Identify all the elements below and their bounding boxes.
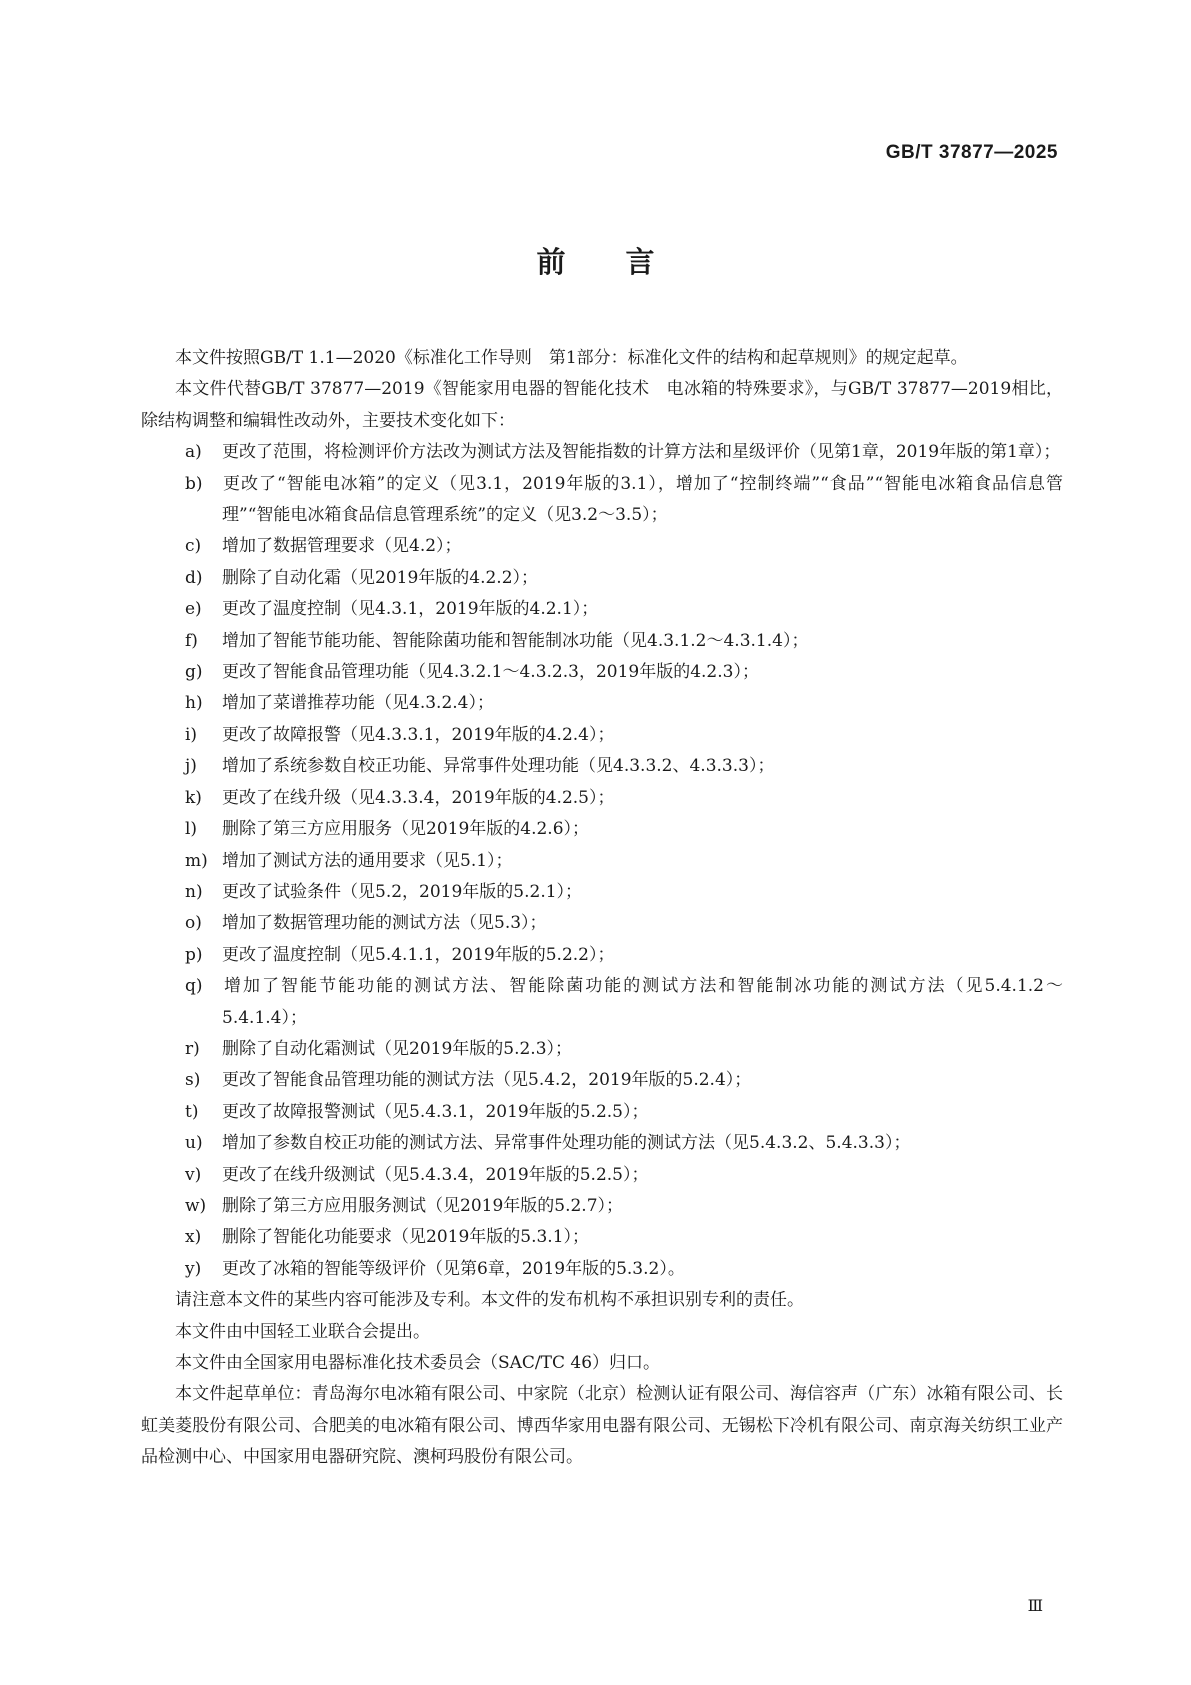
list-item-text: 更改了故障报警（见4.3.3.1，2019年版的4.2.4）；: [222, 724, 615, 745]
list-item: [141, 720, 1063, 751]
list-item-letter: t): [185, 1101, 199, 1122]
list-item: [141, 877, 1063, 908]
list-item-letter: x): [185, 1227, 202, 1248]
list-item: [141, 940, 1063, 971]
list-item: [141, 531, 1063, 562]
list-item: [141, 1128, 1063, 1159]
list-item-text: 增加了智能节能功能、智能除菌功能和智能制冰功能（见4.3.1.2～4.3.1.4）；: [222, 630, 809, 651]
list-item-text: 删除了自动化霜（见2019年版的4.2.2）；: [222, 567, 539, 588]
list-item-text: 增加了测试方法的通用要求（见5.1）；: [222, 850, 513, 871]
changes-list: [141, 437, 1063, 1285]
page-number: Ⅲ: [1027, 1596, 1043, 1615]
list-item-text: 更改了在线升级测试（见5.4.3.4，2019年版的5.2.5）；: [222, 1164, 649, 1185]
list-item-letter: c): [185, 536, 202, 557]
page-title: 前言: [536, 245, 715, 279]
list-item-letter: r): [185, 1038, 200, 1059]
list-item: [141, 783, 1063, 814]
list-item-text: 更改了故障报警测试（见5.4.3.1，2019年版的5.2.5）；: [222, 1101, 649, 1122]
list-item: [141, 688, 1063, 719]
intro-paragraph: 本文件按照GB/T 1.1—2020《标准化工作导则 第1部分：标准化文件的结构和起草规则》的规定起草。: [175, 348, 968, 368]
list-item: [141, 1254, 1063, 1285]
list-item: [141, 971, 1063, 1034]
list-item-letter: h): [185, 693, 203, 714]
standard-code: GB/T 37877—2025: [885, 142, 1058, 163]
list-item-letter: m): [185, 850, 208, 871]
list-item: [141, 594, 1063, 625]
list-item: [141, 814, 1063, 845]
list-item-text: 删除了自动化霜测试（见2019年版的5.2.3）；: [222, 1038, 573, 1059]
list-item-letter: u): [185, 1133, 203, 1154]
list-item: [141, 1160, 1063, 1191]
list-item-letter: l): [185, 819, 198, 840]
list-item-letter: f): [185, 630, 198, 651]
list-item: [141, 1034, 1063, 1065]
list-item: [141, 437, 1063, 468]
list-item: [141, 1222, 1063, 1253]
list-item-letter: e): [185, 599, 202, 620]
list-item-letter: d): [185, 567, 203, 588]
list-item-text: 增加了数据管理功能的测试方法（见5.3）；: [222, 913, 547, 934]
list-item: [141, 1191, 1063, 1222]
list-item-text: 增加了参数自校正功能的测试方法、异常事件处理功能的测试方法（见5.4.3.2、5.4.3.3）；: [222, 1133, 911, 1154]
list-item-letter: a): [185, 442, 202, 463]
list-item: [141, 846, 1063, 877]
closing-paragraph: 请注意本文件的某些内容可能涉及专利。本文件的发布机构不承担识别专利的责任。: [175, 1290, 804, 1311]
list-item-text: 删除了第三方应用服务测试（见2019年版的5.2.7）；: [222, 1195, 624, 1216]
list-item-letter: y): [185, 1258, 202, 1279]
list-item-text: 更改了冰箱的智能等级评价（见第6章，2019年版的5.3.2）。: [222, 1258, 685, 1279]
list-item-text: 更改了温度控制（见5.4.1.1，2019年版的5.2.2）；: [222, 944, 615, 965]
list-item: [141, 1065, 1063, 1096]
list-item-letter: k): [185, 787, 202, 808]
list-item-text: 更改了温度控制（见4.3.1，2019年版的4.2.1）；: [222, 599, 599, 620]
list-item-letter: n): [185, 881, 203, 902]
closing-paragraph: 本文件由中国轻工业联合会提出。: [175, 1321, 430, 1342]
list-item: [141, 751, 1063, 782]
list-item: [141, 469, 1063, 532]
list-item-text: 更改了在线升级（见4.3.3.4，2019年版的4.2.5）；: [222, 787, 615, 808]
list-item: [141, 908, 1063, 939]
intro-paragraph: 本文件代替GB/T 37877—2019《智能家用电器的智能化技术 电冰箱的特殊要求》，与GB/T 37877—2019相比，除结构调整和编辑性改动外，主要技术变化如下：: [141, 379, 1063, 431]
list-item-letter: q): [185, 976, 203, 997]
closing-paragraph: 本文件由全国家用电器标准化技术委员会（SAC/TC 46）归口。: [175, 1353, 661, 1373]
list-item-text: 增加了智能节能功能的测试方法、智能除菌功能的测试方法和智能制冰功能的测试方法（见5.4.1.2～5.4.1.4）；: [222, 976, 1063, 1028]
list-item-letter: j): [185, 756, 197, 777]
list-item-letter: g): [185, 662, 203, 683]
list-item: [141, 1097, 1063, 1128]
closing-paragraph: 本文件起草单位：青岛海尔电冰箱有限公司、中家院（北京）检测认证有限公司、海信容声（广东）冰箱有限公司、长虹美菱股份有限公司、合肥美的电冰箱有限公司、博西华家用电器有限公司、无锡松下冷机有限公司、南京海关纺织工业产品检测中心、中国家用电器研究院、澳柯玛股份有限公司。: [141, 1384, 1063, 1468]
list-item-letter: v): [185, 1164, 202, 1185]
list-item-text: 更改了“智能电冰箱”的定义（见3.1，2019年版的3.1），增加了“控制终端”“食品”“智能电冰箱食品信息管理”“智能电冰箱食品信息管理系统”的定义（见3.2～3.5）；: [222, 473, 1063, 526]
list-item-text: 更改了智能食品管理功能的测试方法（见5.4.2，2019年版的5.2.4）；: [222, 1070, 752, 1091]
list-item-text: 增加了数据管理要求（见4.2）；: [222, 536, 462, 557]
list-item-text: 更改了试验条件（见5.2，2019年版的5.2.1）；: [222, 881, 583, 902]
list-item: [141, 563, 1063, 594]
list-item-letter: p): [185, 944, 203, 965]
list-item-text: 删除了第三方应用服务（见2019年版的4.2.6）；: [222, 819, 590, 840]
list-item: [141, 626, 1063, 657]
list-item-text: 增加了菜谱推荐功能（见4.3.2.4）；: [222, 693, 494, 714]
list-item-letter: o): [185, 913, 202, 934]
list-item: [141, 657, 1063, 688]
list-item-text: 更改了智能食品管理功能（见4.3.2.1～4.3.2.3，2019年版的4.2.3）；: [222, 662, 759, 683]
list-item-text: 更改了范围，将检测评价方法改为测试方法及智能指数的计算方法和星级评价（见第1章，2019年版的第1章）；: [222, 442, 1061, 463]
list-item-letter: i): [185, 724, 198, 745]
document-body: [141, 343, 1063, 1474]
list-item-letter: b): [185, 473, 203, 494]
list-item-text: 删除了智能化功能要求（见2019年版的5.3.1）；: [222, 1227, 590, 1248]
list-item-letter: s): [185, 1070, 201, 1091]
list-item-text: 增加了系统参数自校正功能、异常事件处理功能（见4.3.3.2、4.3.3.3）；: [222, 756, 775, 777]
list-item-letter: w): [185, 1195, 207, 1216]
